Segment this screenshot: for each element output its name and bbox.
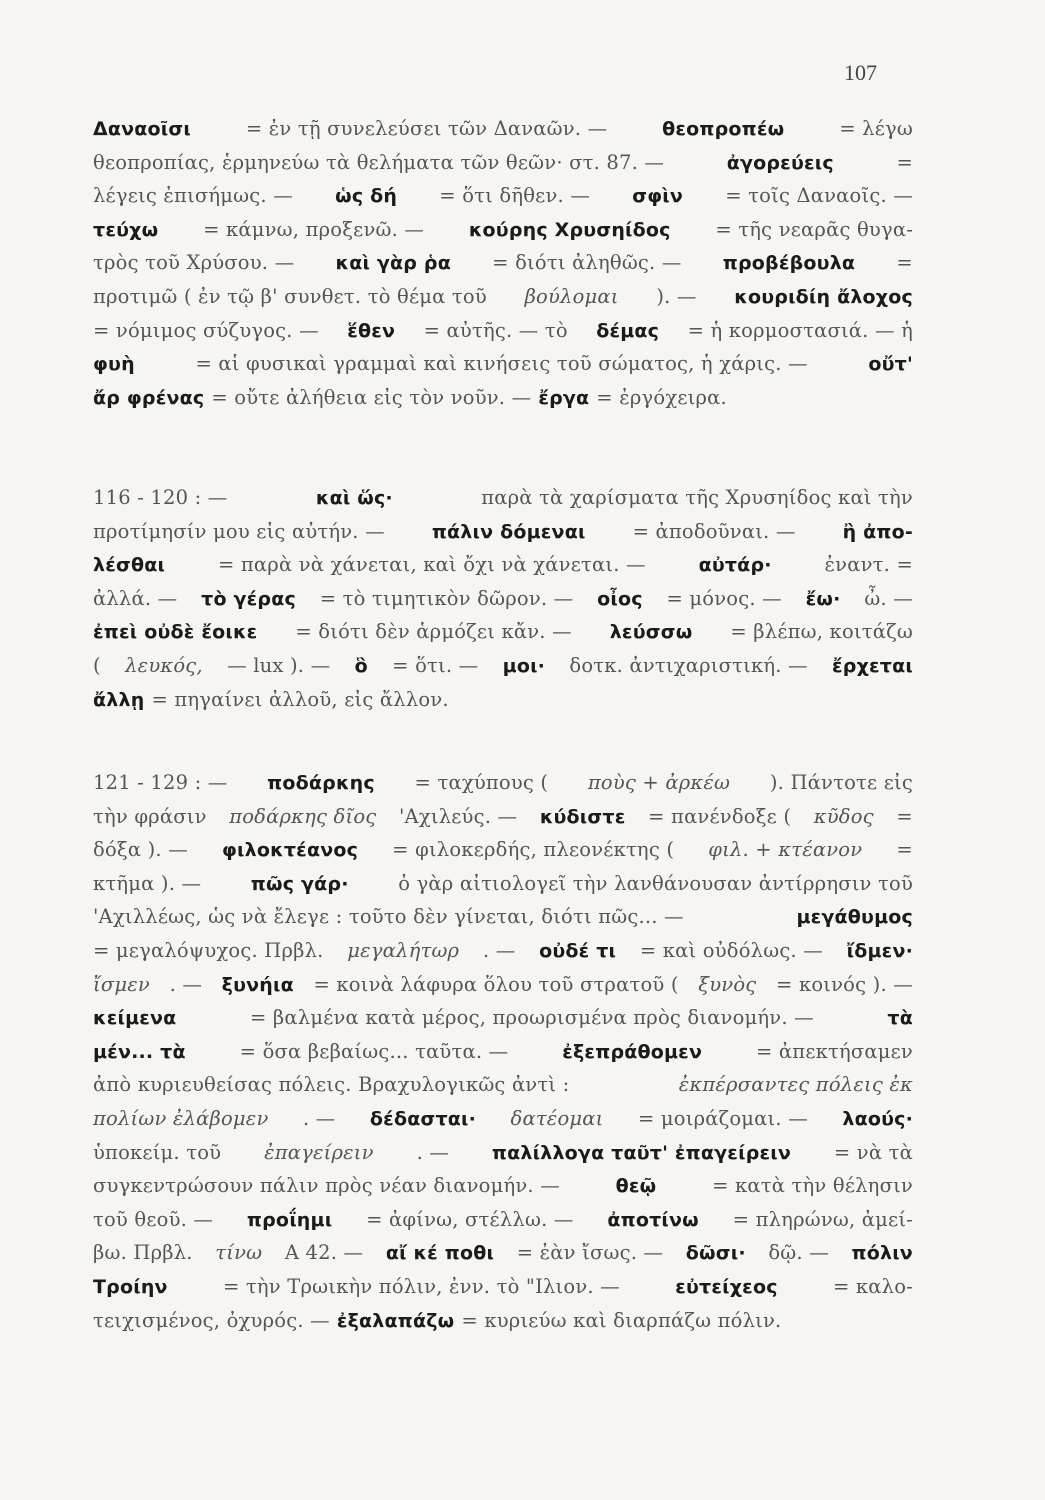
gloss-text: = λέγω — [839, 117, 913, 140]
text-line — [93, 553, 913, 587]
text-line — [93, 1309, 913, 1343]
lemma-term: κύδιστε — [539, 805, 626, 828]
gloss-text: = μόνος. — — [666, 586, 782, 610]
italic-text: λευκός, — [125, 653, 203, 677]
italic-text: δατέομαι — [510, 1106, 604, 1130]
italic-text: πολίων ἐλάβομεν — [93, 1106, 269, 1130]
gloss-text: = κάμνω, προξενῶ. — — [203, 217, 425, 241]
lemma-term: οὐδέ τι — [539, 939, 617, 962]
lemma-term: σφὶν — [632, 185, 684, 208]
lemma-term: καὶ γὰρ ῥα — [335, 252, 451, 275]
gloss-text: . — — [416, 1140, 450, 1164]
gloss-text: = ἐργόχειρα. — [596, 385, 727, 409]
text-line — [93, 1275, 913, 1309]
gloss-text: κτῆμα ). — — [93, 871, 202, 895]
gloss-text: = οὔτε ἀλήθεια εἰς τὸν νοῦν. — — [211, 385, 532, 409]
lemma-term: πόλιν — [851, 1242, 913, 1265]
text-line — [93, 319, 913, 353]
text-line — [93, 872, 913, 906]
text-line — [93, 905, 913, 939]
lemma-term: ἴδμεν· — [846, 939, 913, 962]
text-line — [93, 386, 913, 420]
text-line — [93, 1208, 913, 1242]
lemma-term: προβέβουλα — [722, 252, 856, 275]
text-line — [93, 1107, 913, 1141]
commentary-section-1 — [93, 117, 913, 419]
lemma-term: ἐξαλαπάζω — [336, 1309, 455, 1332]
lemma-term: τὸ γέρας — [201, 587, 296, 610]
gloss-text: = διότι ἀληθῶς. — — [492, 251, 682, 275]
gloss-text: δοτκ. ἀντιχαριστική. — — [569, 653, 808, 677]
text-line — [93, 838, 913, 872]
gloss-text: δῷ. — — [768, 1241, 829, 1265]
gloss-text: = κυριεύω καὶ διαρπάζω πόλιν. — [461, 1308, 782, 1332]
text-line — [93, 1073, 913, 1107]
gloss-text: = ἀφίνω, στέλλω. — — [366, 1207, 574, 1231]
page-number: 107 — [844, 60, 877, 85]
italic-text: ξυνὸς — [698, 972, 757, 996]
gloss-text: = — [896, 150, 913, 174]
lemma-term: ἕθεν — [347, 319, 396, 342]
gloss-text: = αἱ φυσικαὶ γραμμαὶ καὶ κινήσεις τοῦ σώματος, ἡ χάρις. — — [195, 352, 808, 376]
gloss-text: 116 - 120 : — — [93, 486, 228, 509]
gloss-text: ). — — [656, 284, 697, 308]
gloss-text: προτίμησίν μου εἰς αὐτήν. — — [93, 519, 385, 543]
text-line — [93, 184, 913, 218]
gloss-text: — lux ). — — [227, 653, 331, 677]
gloss-text: = βαλμένα κατὰ μέρος, προωρισμένα πρὸς διανομήν. — — [249, 1006, 814, 1030]
italic-text: ἐκπέρσαντες πόλεις ἐκ — [678, 1073, 913, 1097]
gloss-text: = τὸ τιμητικὸν δῶρον. — — [319, 586, 574, 610]
gloss-text: = μοιράζομαι. — — [637, 1106, 808, 1130]
gloss-text: = κοινός ). — — [776, 972, 913, 996]
gloss-text: = ἀπεκτήσαμεν — [756, 1039, 913, 1063]
gloss-text: = πληρώνω, ἀμεί- — [732, 1207, 913, 1231]
gloss-text: = κοινὰ λάφυρα ὅλου τοῦ στρατοῦ ( — [313, 972, 679, 996]
italic-text: ἴσμεν — [93, 972, 150, 996]
gloss-text: τειχισμένος, ὀχυρός. — — [93, 1308, 330, 1332]
lemma-term: οὔτ' — [868, 353, 913, 376]
lemma-term: τεύχω — [93, 218, 159, 241]
lemma-term: καὶ ὥς· — [315, 487, 393, 509]
gloss-text: ( — [93, 653, 101, 677]
lemma-term: ἔργα — [538, 386, 590, 409]
text-line — [93, 218, 913, 252]
gloss-text: = διότι δὲν ἁρμόζει κἄν. — — [295, 620, 572, 644]
gloss-text: = παρὰ νὰ χάνεται, καὶ ὄχι νὰ χάνεται. — — [217, 553, 646, 577]
gloss-text: = — [896, 804, 913, 828]
text-line — [93, 587, 913, 621]
gloss-text: = τῆς νεαρᾶς θυγα- — [715, 217, 913, 241]
gloss-text: = ὅσα βεβαίως... ταῦτα. — — [239, 1039, 509, 1063]
text-line — [93, 1040, 913, 1074]
gloss-text: = νόμιμος σύζυγος. — — [93, 318, 319, 342]
italic-text: τίνω — [215, 1241, 263, 1265]
italic-text: ποὺς + ἀρκέω — [587, 771, 731, 794]
gloss-text: ὑποκείμ. τοῦ — [93, 1140, 222, 1164]
lemma-term: ἄλλῃ — [93, 688, 145, 711]
gloss-text: = πανένδοξε ( — [648, 804, 792, 828]
lemma-term: θεῷ — [615, 1175, 657, 1198]
lemma-term: μοι· — [502, 654, 546, 677]
lemma-term: φιλοκτέανος — [222, 839, 359, 862]
commentary-section-2 — [93, 486, 913, 721]
gloss-text: ὁ γὰρ αἰτιολογεῖ τὴν λανθάνουσαν ἀντίρρησιν τοῦ — [398, 871, 913, 895]
gloss-text: = νὰ τὰ — [833, 1140, 913, 1164]
gloss-text: ἀλλά. — — [93, 586, 178, 610]
lemma-term: Δαναοῖσι — [93, 118, 192, 140]
gloss-text: . — — [482, 938, 516, 962]
lemma-term: ἢ ἀπο- — [842, 520, 913, 543]
gloss-text: = κατὰ τὴν θέλησιν — [712, 1174, 913, 1198]
gloss-text: = τὴν Τρωικὴν πόλιν, ἐνν. τὸ "Ιλιον. — — [223, 1274, 620, 1298]
italic-text: μεγαλήτωρ — [347, 938, 460, 962]
lemma-term: ὡς δή — [335, 185, 398, 208]
text-line — [93, 1174, 913, 1208]
lemma-term: μέν... τὰ — [93, 1040, 186, 1063]
lemma-term: φυὴ — [93, 353, 135, 376]
gloss-text: = ἐὰν ἴσως. — — [516, 1241, 664, 1265]
lemma-term: θεοπροπέω — [662, 118, 785, 140]
lemma-term: ἄρ φρένας — [93, 386, 205, 409]
lemma-term: δέδασται· — [369, 1107, 477, 1130]
text-line — [93, 352, 913, 386]
gloss-text: = ἀποδοῦναι. — — [632, 519, 796, 543]
lemma-term: ποδάρκης — [267, 772, 375, 794]
text-line — [93, 939, 913, 973]
text-line — [93, 688, 913, 722]
lemma-term: λέσθαι — [93, 554, 166, 577]
italic-text: φιλ. + κτέανον — [708, 838, 863, 862]
text-line — [93, 805, 913, 839]
lemma-term: ἀγορεύεις — [726, 151, 834, 174]
gloss-text: ). Πάντοτε εἰς — [769, 771, 913, 794]
text-line — [93, 486, 913, 520]
lemma-term: ἐξεπράθομεν — [562, 1040, 703, 1063]
text-line — [93, 1141, 913, 1175]
text-line — [93, 1241, 913, 1275]
lemma-term: εὐτείχεος — [675, 1275, 778, 1298]
lemma-term: κείμενα — [93, 1007, 177, 1030]
commentary-section-3 — [93, 771, 913, 1342]
lemma-term: τὰ — [887, 1007, 913, 1030]
lemma-term: ὃ — [354, 654, 368, 677]
text-line — [93, 117, 913, 151]
lemma-term: δῶσι· — [685, 1242, 746, 1265]
gloss-text: = καλο- — [832, 1274, 913, 1298]
text-line — [93, 654, 913, 688]
gloss-text: = φιλοκερδής, πλεονέκτης ( — [392, 838, 675, 862]
gloss-text: συγκεντρώσουν πάλιν πρὸς νέαν διανομήν. — — [93, 1174, 560, 1198]
lemma-term: πάλιν δόμεναι — [431, 520, 586, 543]
lemma-term: λεύσσω — [609, 621, 693, 644]
gloss-text: δόξα ). — — [93, 838, 188, 862]
italic-text: κῦδος — [813, 804, 874, 828]
lemma-term: πῶς γάρ· — [250, 872, 349, 895]
gloss-text: = ἡ κορμοστασιά. — ἡ — [687, 318, 913, 342]
text-line — [93, 620, 913, 654]
gloss-text: λέγεις ἐπισήμως. — — [93, 184, 293, 208]
lemma-term: προΐημι — [246, 1208, 333, 1231]
gloss-text: 'Αχιλεύς. — — [398, 804, 518, 828]
italic-text: βούλομαι — [524, 284, 619, 308]
gloss-text: = ὅτι. — — [392, 653, 479, 677]
lemma-term: κούρης Χρυσηίδος — [468, 218, 671, 241]
lemma-term: ἀποτίνω — [607, 1208, 699, 1231]
text-line — [93, 285, 913, 319]
text-line — [93, 151, 913, 185]
lemma-term: δέμας — [596, 319, 660, 342]
gloss-text: τοῦ θεοῦ. — — [93, 1207, 214, 1231]
gloss-text: = μεγαλόψυχος. Πρβλ. — [93, 938, 324, 962]
lemma-term: λαούς· — [842, 1107, 913, 1130]
gloss-text: ἀπὸ κυριευθείσας πόλεις. Βραχυλογικῶς ἀντὶ : — [93, 1073, 570, 1097]
italic-text: ποδάρκης δῖος — [229, 804, 377, 828]
gloss-text: τὴν φράσιν — [93, 804, 207, 828]
gloss-text: = αὐτῆς. — τὸ — [423, 318, 568, 342]
text-line — [93, 520, 913, 554]
gloss-text: Α 42. — — [284, 1241, 364, 1265]
gloss-text: = — [896, 838, 913, 862]
gloss-text: θεοπροπίας, ἑρμηνεύω τὰ θελήματα τῶν θεῶν· στ. 87. — — [93, 150, 665, 174]
gloss-text: = — [896, 251, 913, 275]
gloss-text: = ταχύπους ( — [414, 771, 549, 794]
gloss-text: παρὰ τὰ χαρίσματα τῆς Χρυσηίδος καὶ τὴν — [481, 486, 913, 509]
lemma-term: αἴ κέ ποθι — [385, 1242, 495, 1265]
gloss-text: ἐναντ. = — [824, 553, 913, 577]
gloss-text: . — — [169, 972, 203, 996]
lemma-term: Τροίην — [93, 1275, 168, 1298]
gloss-text: ὦ. — — [864, 586, 913, 610]
gloss-text: = πηγαίνει ἀλλοῦ, εἰς ἄλλον. — [151, 687, 449, 711]
text-line — [93, 251, 913, 285]
text-line — [93, 771, 913, 805]
lemma-term: ἔρχεται — [832, 654, 913, 677]
lemma-term: κουριδίη ἄλοχος — [734, 285, 913, 308]
lemma-term: παλίλλογα ταῦτ' ἐπαγείρειν — [491, 1141, 792, 1164]
text-line — [93, 973, 913, 1007]
gloss-text: 121 - 129 : — — [93, 771, 228, 794]
gloss-text: . — — [302, 1106, 336, 1130]
lemma-term: οἶος — [597, 587, 643, 610]
italic-text: ἐπαγείρειν — [264, 1140, 374, 1164]
gloss-text: = τοῖς Δαναοῖς. — — [725, 184, 913, 208]
lemma-term: ξυνήια — [221, 973, 294, 996]
gloss-text: τρὸς τοῦ Χρύσου. — — [93, 251, 295, 275]
lemma-term: αὐτάρ· — [698, 554, 772, 577]
lemma-term: μεγάθυμος — [796, 906, 913, 929]
gloss-text: = ὅτι δῆθεν. — — [439, 184, 591, 208]
text-line — [93, 1006, 913, 1040]
gloss-text: βω. Πρβλ. — [93, 1241, 193, 1265]
gloss-text: = ἐν τῇ συνελεύσει τῶν Δαναῶν. — — [245, 117, 608, 140]
lemma-term: ἐπεὶ οὐδὲ ἔοικε — [93, 621, 258, 644]
gloss-text: 'Αχιλλέως, ὡς νὰ ἔλεγε : τοῦτο δὲν γίνεται, διότι πῶς... — — [93, 905, 684, 929]
gloss-text: = καὶ οὐδόλως. — — [639, 938, 823, 962]
gloss-text: προτιμῶ ( ἐν τῷ β' συνθετ. τὸ θέμα τοῦ — [93, 284, 487, 308]
gloss-text: = βλέπω, κοιτάζω — [730, 620, 913, 644]
lemma-term: ἔω· — [805, 587, 841, 610]
